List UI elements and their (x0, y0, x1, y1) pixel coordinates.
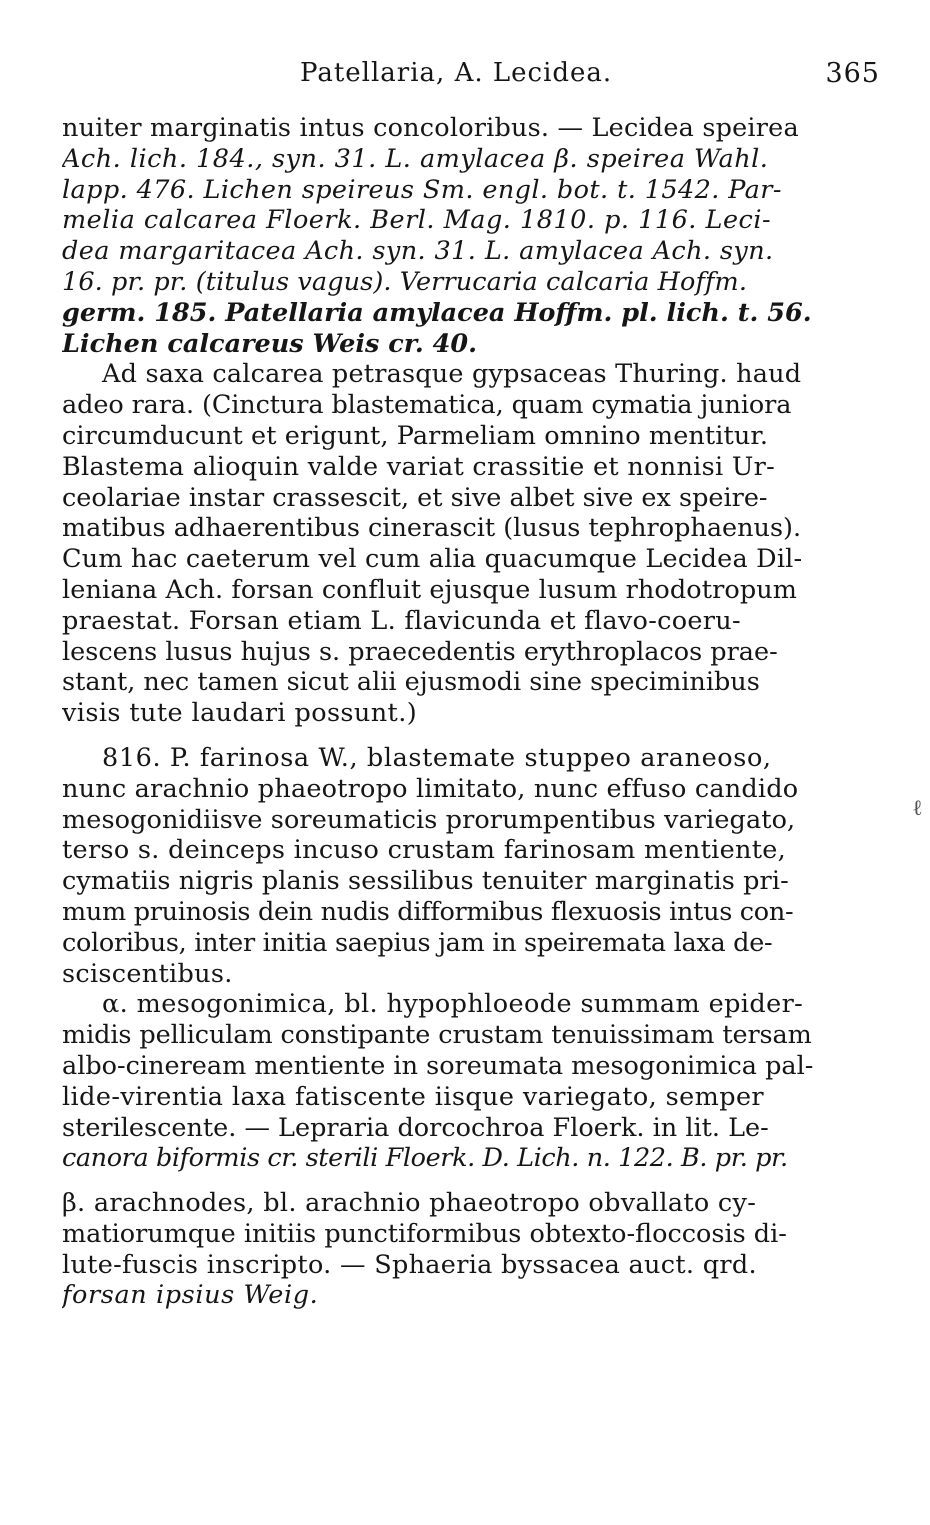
text-line: dea margaritacea Ach. syn. 31. L. amylacea Ach. syn. (62, 236, 774, 267)
text-line: mesogonidiisve soreumaticis prorumpentibus variegato, (62, 804, 796, 835)
margin-mark: ℓ (912, 796, 923, 821)
text-line: 816. P. farinosa W., blastemate stuppeo araneoso, (102, 742, 772, 773)
page-number: 365 (825, 58, 880, 89)
text-line: leniana Ach. forsan confluit ejusque lusum rhodotropum (62, 574, 798, 605)
text-line: germ. 185. Patellaria amylacea Hoffm. pl. lich. t. 56. (62, 297, 812, 328)
text-line: nuiter marginatis intus concoloribus. — Lecidea speirea (62, 113, 799, 143)
text-line: lescens lusus hujus s. praecedentis erythroplacos prae- (62, 636, 778, 667)
text-line: stant, nec tamen sicut alii ejusmodi sine speciminibus (62, 667, 760, 698)
text-line: matiorumque initiis punctiformibus obtexto-floccosis di- (62, 1218, 787, 1249)
text-line: albo-cineream mentiente in soreumata mesogonimica pal- (62, 1050, 814, 1081)
text-line: sterilescente. — Lepraria dorcochroa Floerk. in lit. Le- (62, 1112, 769, 1143)
body-text (62, 113, 876, 1311)
text-line: Ach. lich. 184., syn. 31. L. amylacea β. speirea Wahl. (62, 143, 769, 174)
text-line: α. mesogonimica, bl. hypophloeode summam epider- (102, 989, 804, 1020)
text-line: praestat. Forsan etiam L. flavicunda et flavo-coeru- (62, 605, 741, 636)
text-line: visis tute laudari possunt.) (62, 698, 418, 729)
text-line: lide-virentia laxa fatiscente iisque variegato, semper (62, 1081, 765, 1112)
text-line: ceolariae instar crassescit, et sive albet sive ex speire- (62, 482, 768, 513)
text-line: Blastema alioquin valde variat crassitie et nonnisi Ur- (62, 451, 776, 482)
text-line: terso s. deinceps incuso crustam farinosam mentiente, (62, 835, 787, 866)
running-title: Patellaria, A. Lecidea. (300, 58, 613, 88)
paragraph-gap (62, 1174, 876, 1188)
text-line: sciscentibus. (62, 958, 233, 989)
text-line: Cum hac caeterum vel cum alia quacumque Lecidea Dil- (62, 544, 803, 575)
text-line: cymatiis nigris planis sessilibus tenuiter marginatis pri- (62, 866, 789, 897)
text-line: melia calcarea Floerk. Berl. Mag. 1810. p. 116. Leci- (62, 205, 772, 236)
paragraph-gap (62, 729, 876, 743)
text-line: lute-fuscis inscripto. — Sphaeria byssacea auct. qrd. (62, 1249, 757, 1280)
text-line: coloribus, inter initia saepius jam in speiremata laxa de- (62, 927, 773, 958)
text-line: nunc arachnio phaeotropo limitato, nunc effuso candido (62, 773, 799, 804)
text-line: lapp. 476. Lichen speireus Sm. engl. bot. t. 1542. Par- (62, 174, 782, 205)
text-line: matibus adhaerentibus cinerascit (lusus tephrophaenus). (62, 513, 802, 544)
text-line: Ad saxa calcarea petrasque gypsaceas Thuring. haud (102, 359, 802, 390)
text-line: 16. pr. pr. (titulus vagus). Verrucaria calcaria Hoffm. (62, 266, 748, 297)
text-line: adeo rara. (Cinctura blastematica, quam cymatia juniora (62, 390, 792, 421)
text-line: β. arachnodes, bl. arachnio phaeotropo obvallato cy- (62, 1188, 757, 1219)
text-line: circumducunt et erigunt, Parmeliam omnino mentitur. (62, 420, 769, 451)
text-line: mum pruinosis dein nudis difformibus flexuosis intus con- (62, 896, 794, 927)
text-line: midis pelliculam constipante crustam tenuissimam tersam (62, 1020, 812, 1051)
text-line: canora biformis cr. sterili Floerk. D. Lich. n. 122. B. pr. pr. (62, 1143, 788, 1174)
running-head (300, 58, 880, 98)
text-line: Lichen calcareus Weis cr. 40. (62, 328, 477, 359)
text-line: forsan ipsius Weig. (62, 1280, 319, 1311)
